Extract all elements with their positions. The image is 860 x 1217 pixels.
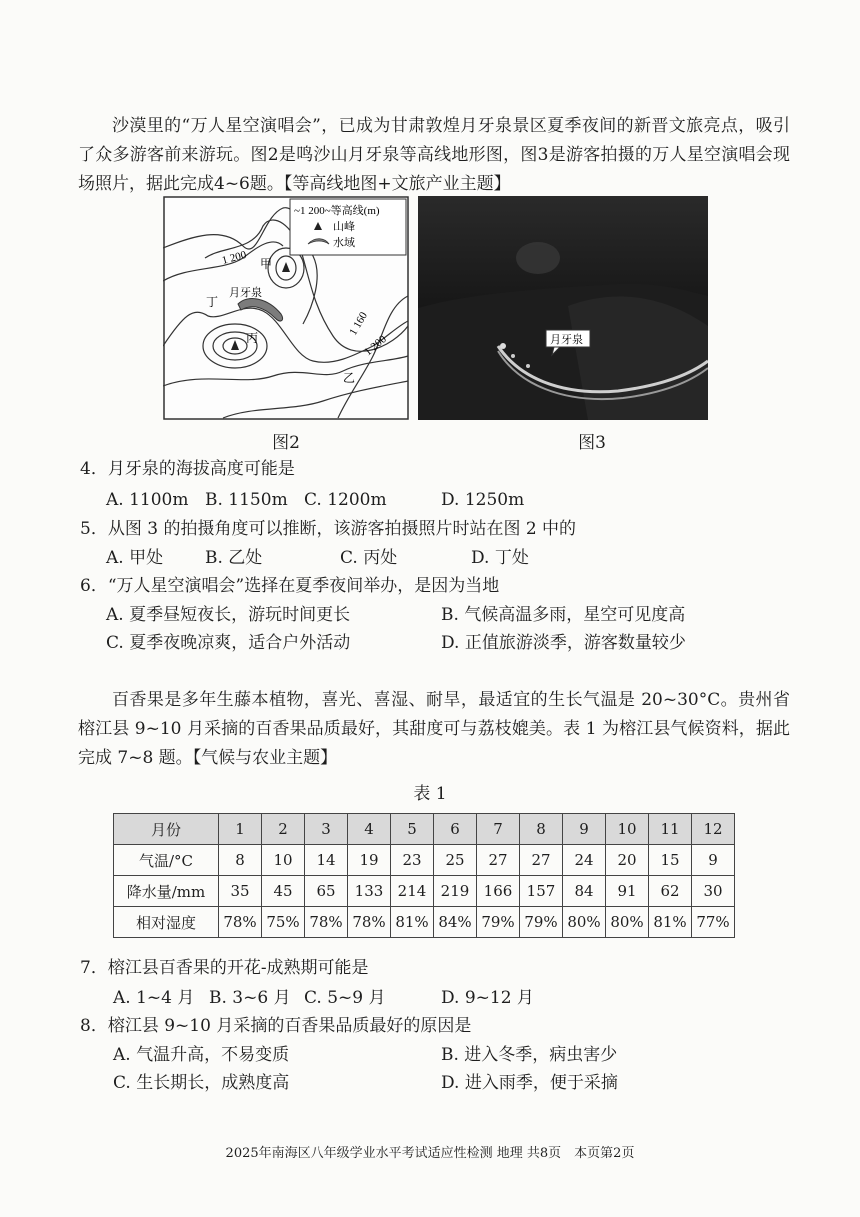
drone-show-glow — [516, 242, 560, 274]
photo-spring-label: 月牙泉 — [550, 334, 583, 346]
climate-table — [113, 813, 735, 938]
contour-map-figure — [163, 196, 409, 420]
table-cell: 9 — [692, 845, 735, 876]
table-1-caption: 表 1 — [413, 784, 447, 804]
table-cell: 27 — [520, 845, 563, 876]
table-cell: 24 — [563, 845, 606, 876]
concert-night-photo — [418, 196, 708, 420]
question-4-option-c: C. 1200m — [304, 490, 387, 510]
table-cell: 91 — [606, 876, 649, 907]
table-cell: 15 — [649, 845, 692, 876]
question-5-option-d: D. 丁处 — [471, 548, 529, 568]
table-cell: 80% — [606, 907, 649, 938]
row-label-humidity: 相对湿度 — [114, 907, 219, 938]
table-cell: 214 — [391, 876, 434, 907]
table-cell: 45 — [262, 876, 305, 907]
table-header-row — [114, 814, 735, 845]
table-header-cell: 3 — [305, 814, 348, 845]
intro-paragraph-1 — [78, 112, 790, 199]
dune-ridge — [568, 296, 708, 420]
table-cell: 78% — [348, 907, 391, 938]
point-label-ding: 丁 — [206, 295, 219, 309]
intro-2-tag: 【气候与农业主题】 — [192, 748, 338, 768]
table-header-cell: 7 — [477, 814, 520, 845]
question-6-option-c: C. 夏季夜晚凉爽，适合户外活动 — [106, 633, 351, 653]
table-header-cell: 8 — [520, 814, 563, 845]
question-6-option-a: A. 夏季昼短夜长，游玩时间更长 — [106, 605, 351, 625]
table-cell: 78% — [219, 907, 262, 938]
question-8-option-a: A. 气温升高，不易变质 — [113, 1045, 290, 1065]
point-label-jia: 甲 — [260, 257, 273, 271]
contour-label-1200-right: 1 200 — [362, 333, 389, 359]
question-8-option-d: D. 进入雨季，便于采摘 — [441, 1073, 618, 1093]
table-cell: 62 — [649, 876, 692, 907]
question-6-option-b: B. 气候高温多雨，星空可见度高 — [441, 605, 686, 625]
table-header-cell: 4 — [348, 814, 391, 845]
table-header-cell: 12 — [692, 814, 735, 845]
table-cell: 27 — [477, 845, 520, 876]
question-5-option-a: A. 甲处 — [106, 548, 164, 568]
intro-1-text: 沙漠里的“万人星空演唱会”，已成为甘肃敦煌月牙泉景区夏季夜间的新晋文旅亮点，吸引了众多游客前来游玩。图2是鸣沙山月牙泉等高线地形图，图3是游客拍摄的万人星空演唱会现场照片，据此完成4~6题。 — [78, 116, 790, 194]
table-cell: 84 — [563, 876, 606, 907]
table-cell: 35 — [219, 876, 262, 907]
question-7-stem: 7．榕江县百香果的开花-成熟期可能是 — [80, 958, 369, 978]
table-cell: 20 — [606, 845, 649, 876]
question-5-stem: 5．从图 3 的拍摄角度可以推断，该游客拍摄照片时站在图 2 中的 — [80, 519, 577, 539]
table-header-cell: 5 — [391, 814, 434, 845]
legend-peak-label: 山峰 — [333, 221, 355, 233]
question-7-option-a: A. 1~4 月 — [113, 988, 195, 1008]
table-cell: 77% — [692, 907, 735, 938]
table-cell: 65 — [305, 876, 348, 907]
question-5-option-b: B. 乙处 — [205, 548, 263, 568]
table-cell: 80% — [563, 907, 606, 938]
question-8-stem: 8．榕江县 9~10 月采摘的百香果品质最好的原因是 — [80, 1016, 472, 1036]
question-8-option-b: B. 进入冬季，病虫害少 — [441, 1045, 618, 1065]
table-cell: 78% — [305, 907, 348, 938]
table-cell: 79% — [477, 907, 520, 938]
table-cell: 10 — [262, 845, 305, 876]
intro-1-tag: 【等高线地图+文旅产业主题】 — [283, 174, 511, 194]
table-cell: 14 — [305, 845, 348, 876]
question-7-option-d: D. 9~12 月 — [441, 988, 534, 1008]
table-cell: 81% — [391, 907, 434, 938]
page-footer: 2025年南海区八年级学业水平考试适应性检测 地理 共8页 本页第2页 — [225, 1146, 635, 1161]
table-row — [114, 876, 735, 907]
table-header-cell: 9 — [563, 814, 606, 845]
table-cell: 79% — [520, 907, 563, 938]
legend-water-label: 水域 — [333, 237, 355, 249]
table-cell: 75% — [262, 907, 305, 938]
table-row — [114, 845, 735, 876]
table-cell: 84% — [434, 907, 477, 938]
question-4-stem: 4．月牙泉的海拔高度可能是 — [80, 459, 295, 479]
contour-label-1200-top: 1 200 — [220, 248, 248, 267]
question-8-option-c: C. 生长期长，成熟度高 — [113, 1073, 290, 1093]
point-label-yi: 乙 — [343, 371, 356, 385]
table-cell: 166 — [477, 876, 520, 907]
figure-2-caption: 图2 — [272, 433, 300, 453]
row-label-temperature: 气温/°C — [114, 845, 219, 876]
question-4-option-b: B. 1150m — [205, 490, 288, 510]
question-4-option-d: D. 1250m — [441, 490, 525, 510]
table-cell: 19 — [348, 845, 391, 876]
table-header-cell: 1 — [219, 814, 262, 845]
question-4-option-a: A. 1100m — [106, 490, 189, 510]
intro-2-text: 百香果是多年生藤本植物，喜光、喜湿、耐旱，最适宜的生长气温是 20~30°C。贵州省榕江县 9~10 月采摘的百香果品质最好，其甜度可与荔枝媲美。表 1 为榕江县气候资料，据此完成 7~8 题。 — [78, 690, 790, 768]
row-label-precipitation: 降水量/mm — [114, 876, 219, 907]
table-header-label: 月份 — [114, 814, 219, 845]
question-6-stem: 6．“万人星空演唱会”选择在夏季夜间举办，是因为当地 — [80, 576, 500, 596]
point-label-bing: 丙 — [246, 331, 259, 345]
legend-contour-label: ~1 200~等高线(m) — [294, 205, 380, 217]
table-cell: 157 — [520, 876, 563, 907]
table-header-cell: 11 — [649, 814, 692, 845]
question-6-option-d: D. 正值旅游淡季，游客数量较少 — [441, 633, 686, 653]
spring-label: 月牙泉 — [229, 287, 262, 299]
table-header-cell: 6 — [434, 814, 477, 845]
table-header-cell: 10 — [606, 814, 649, 845]
table-header-cell: 2 — [262, 814, 305, 845]
table-cell: 8 — [219, 845, 262, 876]
table-cell: 81% — [649, 907, 692, 938]
table-cell: 30 — [692, 876, 735, 907]
table-cell: 25 — [434, 845, 477, 876]
question-5-option-c: C. 丙处 — [340, 548, 398, 568]
contour-label-1160: 1 160 — [347, 310, 370, 338]
question-7-option-c: C. 5~9 月 — [304, 988, 386, 1008]
table-cell: 23 — [391, 845, 434, 876]
figure-3-caption: 图3 — [578, 433, 606, 453]
table-cell: 219 — [434, 876, 477, 907]
table-row — [114, 907, 735, 938]
table-cell: 133 — [348, 876, 391, 907]
intro-paragraph-2 — [78, 686, 790, 773]
question-7-option-b: B. 3~6 月 — [209, 988, 291, 1008]
